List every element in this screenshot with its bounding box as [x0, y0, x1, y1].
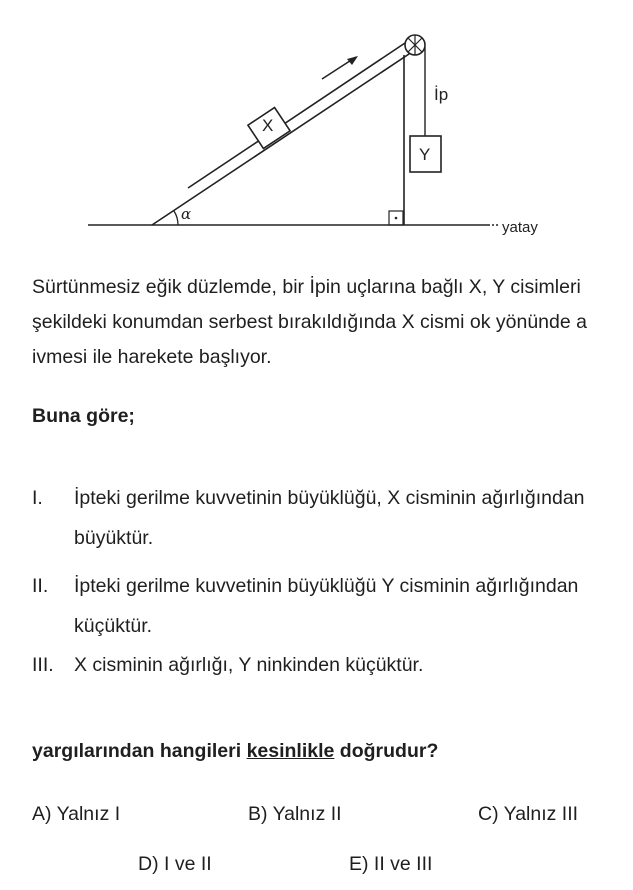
incline-top-edge-lower: [188, 140, 260, 188]
motion-arrowhead: [347, 56, 358, 65]
incline-diagram: [0, 0, 633, 250]
statement-2-number: II.: [32, 575, 49, 597]
statement-2-text: İpteki gerilme kuvvetinin büyüklüğü Y cisminin ağırlığından küçüktür.: [74, 575, 579, 637]
option-d[interactable]: D) I ve II: [138, 853, 212, 875]
question-emphasis: kesinlikle: [246, 740, 335, 762]
option-e[interactable]: E) II ve III: [349, 853, 433, 875]
angle-arc: [174, 211, 178, 225]
statement-3-number: III.: [32, 654, 54, 676]
statement-1-text: İpteki gerilme kuvvetinin büyüklüğü, X cisminin ağırlığından büyüktür.: [74, 487, 585, 549]
question-after: doğrudur?: [334, 740, 439, 762]
statement-1-number: I.: [32, 487, 43, 509]
right-angle-dot: [395, 217, 398, 220]
option-b[interactable]: B) Yalnız II: [248, 803, 342, 825]
block-y-label: Y: [419, 145, 431, 164]
option-a[interactable]: A) Yalnız I: [32, 803, 121, 825]
ground-label: yatay: [502, 219, 538, 236]
incline-bottom-edge: [152, 52, 412, 225]
problem-text: Sürtünmesiz eğik düzlemde, bir İpin uçlarına bağlı X, Y cisimleri şekildeki konumdan serbest bırakıldığında X cismi ok yönünde a ivmesi ile harekete başlıyor.: [32, 276, 587, 368]
option-c[interactable]: C) Yalnız III: [478, 803, 579, 825]
question-text: [32, 740, 438, 763]
angle-label: α: [181, 205, 192, 223]
incline-top-edge: [272, 43, 405, 132]
statement-3-text: X cisminin ağırlığı, Y ninkinden küçüktür.: [74, 654, 424, 676]
block-x-label: X: [262, 116, 274, 135]
rope-label: İp: [434, 85, 449, 104]
lead-text: Buna göre;: [32, 405, 135, 427]
question-before: yargılarından hangileri: [32, 740, 247, 762]
